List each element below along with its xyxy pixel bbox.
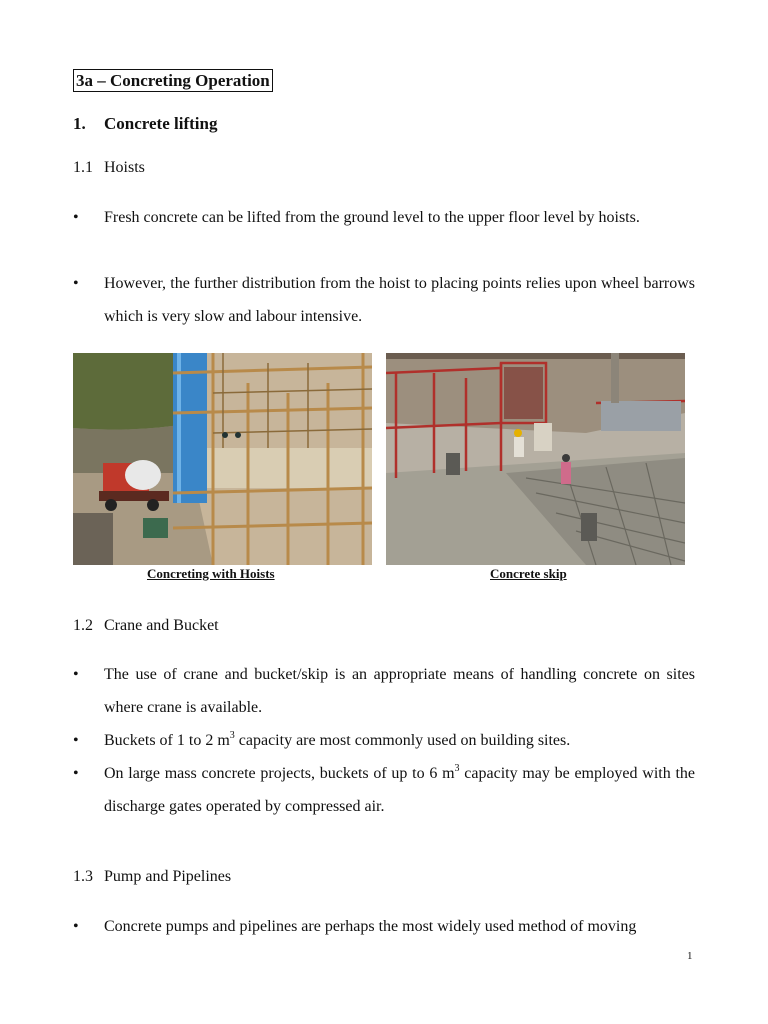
subsection-number: 1.3: [73, 868, 93, 885]
subsection-heading-hoists: [73, 158, 145, 178]
bullet-text: However, the further distribution from the hoist to placing points relies upon wheel barrows which is very slow and labour intensive.: [104, 275, 695, 325]
section-number: 1.: [73, 114, 86, 133]
document-title: 3a – Concreting Operation: [73, 69, 273, 92]
photo-concreting-with-hoists: [73, 353, 372, 565]
bullet-glyph: •: [73, 209, 79, 226]
bullet-text-part: capacity are most commonly used on building sites.: [234, 732, 571, 749]
bullet-item-crane-2: [73, 724, 695, 757]
subsection-title: Pump and Pipelines: [104, 868, 232, 885]
figure-caption-hoists: Concreting with Hoists: [147, 566, 275, 581]
bullet-text: Concrete pumps and pipelines are perhaps the most widely used method of moving: [104, 918, 637, 935]
bullet-item-crane-3: [73, 757, 695, 823]
bullet-glyph: •: [73, 918, 79, 935]
bullet-text: Fresh concrete can be lifted from the ground level to the upper floor level by hoists.: [104, 209, 640, 226]
bullet-glyph: •: [73, 765, 79, 782]
bullet-glyph: •: [73, 275, 79, 292]
subsection-title: Hoists: [104, 159, 145, 176]
bullet-text: [104, 724, 695, 757]
figure-caption-skip: Concrete skip: [490, 566, 567, 581]
subsection-heading-crane-bucket: [73, 616, 219, 636]
subsection-title: Crane and Bucket: [104, 617, 219, 634]
section-title: Concrete lifting: [104, 114, 218, 133]
bullet-item-pump-1: [73, 910, 695, 943]
bullet-item-hoists-2: [73, 267, 695, 333]
photo-concrete-skip: [386, 353, 685, 565]
superscript: 3: [229, 730, 235, 741]
bullet-text-part: capacity may be employed with the discharge gates operated by compressed air.: [104, 765, 696, 815]
subsection-number: 1.1: [73, 159, 93, 176]
bullet-glyph: •: [73, 732, 79, 749]
superscript: 3: [454, 763, 460, 774]
bullet-glyph: •: [73, 666, 79, 683]
hoist-site-illustration: [73, 353, 372, 565]
bullet-text: [104, 757, 695, 823]
section-heading-concrete-lifting: [73, 114, 217, 134]
bullet-text: The use of crane and bucket/skip is an appropriate means of handling concrete on sites where crane is available.: [104, 666, 695, 716]
bullet-item-crane-1: [73, 658, 695, 724]
page-number: 1: [687, 950, 693, 962]
concrete-skip-illustration: [386, 353, 685, 565]
subsection-heading-pump-pipelines: [73, 867, 231, 887]
bullet-item-hoists-1: [73, 201, 695, 234]
bullet-text-part: Buckets of 1 to 2 m: [104, 732, 230, 749]
subsection-number: 1.2: [73, 617, 93, 634]
bullet-text-part: On large mass concrete projects, buckets of up to 6 m: [104, 765, 455, 782]
